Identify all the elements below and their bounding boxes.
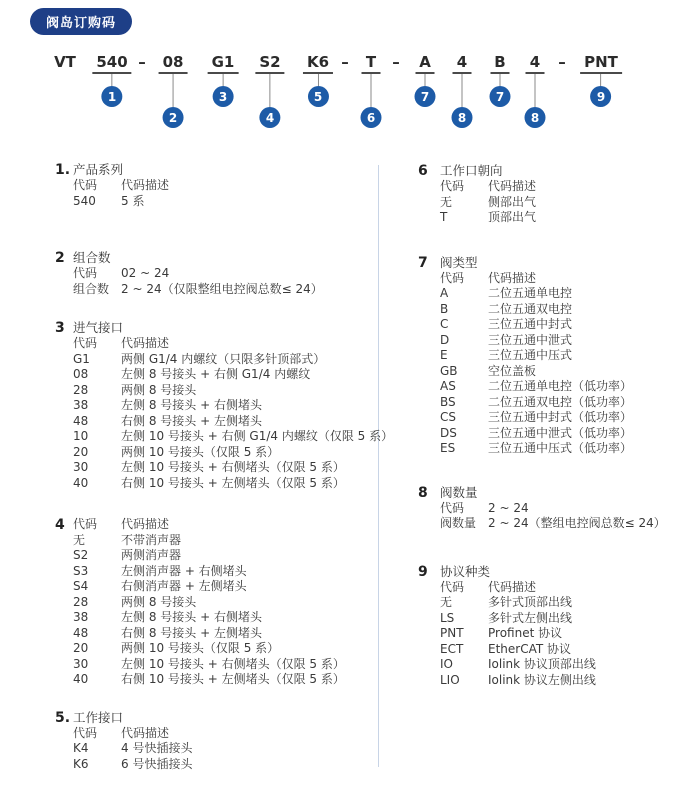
table-row: 组合数 2 ~ 24（仅限整组电控阀总数≤ 24） xyxy=(73,281,323,296)
table-row: LS 多针式左侧出线 xyxy=(440,610,573,625)
code-segment-pnt: PNT 9 xyxy=(580,52,622,107)
table-row: A 二位五通单电控 xyxy=(440,286,573,300)
section-combination-count xyxy=(55,250,375,297)
section-title: 产品系列 xyxy=(73,162,124,177)
table-row: 阀数量 2 ~ 24（整组电控阀总数≤ 24） xyxy=(440,516,666,530)
table-row: 40 右侧 10 号接头 + 左侧堵头（仅限 5 系） xyxy=(73,475,345,490)
section-number: 6 xyxy=(418,163,428,179)
section-title: 工作口朝向 xyxy=(440,163,503,178)
code-segment-b: B 7 xyxy=(490,52,511,107)
table-row: GB 空位盖板 xyxy=(440,363,537,378)
table-row: 代码 02 ~ 24 xyxy=(73,266,170,280)
table-row: 30 左侧 10 号接头 + 右侧堵头（仅限 5 系） xyxy=(73,460,345,474)
connector-line xyxy=(500,74,501,86)
section-valve-quantity xyxy=(418,485,680,532)
table-row: 38 左侧 8 号接头 + 右侧堵头 xyxy=(73,610,262,624)
code-segment-s2: S2 4 xyxy=(255,52,284,128)
table-row: CS 三位五通中封式（低功率） xyxy=(440,410,633,424)
section-valve-type xyxy=(418,255,680,457)
table-row: 08 左侧 8 号接头 + 右侧 G1/4 内螺纹 xyxy=(73,367,311,381)
code-segment-08: 08 2 xyxy=(159,52,188,128)
connector-line xyxy=(173,74,174,107)
code-separator: – xyxy=(392,53,400,71)
section-inlet-port xyxy=(55,320,394,491)
code-segment-vt: VT xyxy=(54,53,76,71)
marker-6: 6 xyxy=(361,107,382,128)
section-title: 阀类型 xyxy=(440,254,478,270)
section-title: 组合数 xyxy=(73,250,111,265)
section-number: 4 xyxy=(55,517,65,533)
connector-line xyxy=(601,74,602,86)
table-row: 代码 2 ~ 24 xyxy=(440,500,529,515)
table-rows xyxy=(73,194,375,210)
connector-line xyxy=(462,74,463,107)
marker-4: 4 xyxy=(260,107,281,128)
table-row: 540 5 系 xyxy=(73,193,145,208)
table-row: 20 两侧 10 号接头（仅限 5 系） xyxy=(73,641,280,655)
code-separator: – xyxy=(341,53,349,71)
section-title: 协议种类 xyxy=(440,563,491,579)
table-rows xyxy=(73,533,375,688)
table-row: 38 左侧 8 号接头 + 右侧堵头 xyxy=(73,398,262,412)
table-row: E 三位五通中压式 xyxy=(440,348,573,362)
ordering-code-line xyxy=(0,52,693,147)
code-segment-4a: 4 8 xyxy=(452,52,473,128)
table-row: 30 左侧 10 号接头 + 右侧堵头（仅限 5 系） xyxy=(73,656,345,671)
section-title: 进气接口 xyxy=(73,320,124,335)
page-title-badge: 阀岛订购码 xyxy=(30,8,132,35)
table-row: 无 侧部出气 xyxy=(440,194,537,209)
section-protocol-type xyxy=(418,564,680,689)
section-number: 7 xyxy=(418,254,428,271)
table-row: 无 多针式顶部出线 xyxy=(440,595,573,609)
section-number: 5. xyxy=(55,709,71,726)
section-title: 工作接口 xyxy=(73,709,124,725)
section-product-series xyxy=(55,162,375,209)
table-row: B 二位五通双电控 xyxy=(440,301,573,316)
table-row: C 三位五通中封式 xyxy=(440,317,573,331)
table-row: BS 二位五通双电控（低功率） xyxy=(440,394,633,409)
table-row: S4 右侧消声器 + 左侧堵头 xyxy=(73,579,247,593)
table-header: 代码 代码描述 xyxy=(440,179,537,193)
left-column xyxy=(55,162,394,772)
table-row: S3 左侧消声器 + 右侧堵头 xyxy=(73,563,247,578)
table-header: 代码 代码描述 xyxy=(73,517,170,531)
table-rows xyxy=(440,195,680,226)
connector-line xyxy=(371,74,372,107)
table-row: S2 两侧消声器 xyxy=(73,548,182,562)
table-row: K4 4 号快插接头 xyxy=(73,741,193,755)
connector-line xyxy=(270,74,271,107)
code-segment-4b: 4 8 xyxy=(525,52,546,128)
marker-9: 9 xyxy=(591,86,612,107)
section-working-port xyxy=(55,710,375,773)
table-row: T 顶部出气 xyxy=(440,210,537,224)
table-row: 20 两侧 10 号接头（仅限 5 系） xyxy=(73,444,280,459)
table-header: 代码 代码描述 xyxy=(73,178,170,192)
table-rows xyxy=(73,741,375,772)
connector-line xyxy=(425,74,426,86)
code-segment-a: A 7 xyxy=(415,52,436,107)
table-row: DS 三位五通中泄式（低功率） xyxy=(440,425,633,440)
table-row: 48 右侧 8 号接头 + 左侧堵头 xyxy=(73,413,262,428)
marker-8b: 8 xyxy=(525,107,546,128)
table-header: 代码 代码描述 xyxy=(73,336,170,350)
connector-line xyxy=(112,74,113,86)
section-exhaust-port xyxy=(55,517,375,688)
code-separator: – xyxy=(558,53,566,71)
section-number: 8 xyxy=(418,484,428,501)
table-header: 代码 代码描述 xyxy=(73,725,170,740)
table-row: 28 两侧 8 号接头 xyxy=(73,594,197,609)
table-header: 代码 代码描述 xyxy=(440,579,537,594)
marker-7: 7 xyxy=(415,86,436,107)
section-port-orientation xyxy=(418,163,680,226)
table-row: AS 二位五通单电控（低功率） xyxy=(440,379,633,393)
table-row: 28 两侧 8 号接头 xyxy=(73,382,197,397)
table-rows xyxy=(440,286,680,457)
marker-8: 8 xyxy=(452,107,473,128)
table-row: ECT EtherCAT 协议 xyxy=(440,641,572,656)
section-title: 阀数量 xyxy=(440,484,478,500)
code-segment-540: 540 1 xyxy=(92,52,131,107)
table-row: D 三位五通中泄式 xyxy=(440,332,573,347)
section-number: 9 xyxy=(418,563,428,580)
table-row: 10 左侧 10 号接头 + 右侧 G1/4 内螺纹（仅限 5 系） xyxy=(73,429,394,443)
table-rows xyxy=(73,352,393,492)
marker-1: 1 xyxy=(102,86,123,107)
marker-7b: 7 xyxy=(490,86,511,107)
table-row: IO Iolink 协议顶部出线 xyxy=(440,657,596,671)
code-segment-t: T 6 xyxy=(361,52,382,128)
marker-2: 2 xyxy=(163,107,184,128)
table-row: 无 不带消声器 xyxy=(73,532,182,547)
code-separator: – xyxy=(138,53,146,71)
code-segment-k6: K6 5 xyxy=(303,52,333,107)
section-number: 1. xyxy=(55,162,71,178)
table-rows xyxy=(73,266,375,297)
table-rows xyxy=(440,595,680,688)
connector-line xyxy=(223,74,224,86)
marker-3: 3 xyxy=(213,86,234,107)
right-column xyxy=(418,163,680,688)
code-segment-g1: G1 3 xyxy=(208,52,239,107)
table-rows xyxy=(440,501,680,532)
table-header: 代码 代码描述 xyxy=(440,270,537,285)
table-row: LIO Iolink 协议左侧出线 xyxy=(440,672,596,687)
table-row: PNT Profinet 协议 xyxy=(440,626,563,640)
table-row: ES 三位五通中压式（低功率） xyxy=(440,441,633,455)
table-row: G1 两侧 G1/4 内螺纹（只限多针顶部式） xyxy=(73,351,326,366)
marker-5: 5 xyxy=(308,86,329,107)
section-number: 3 xyxy=(55,320,65,336)
connector-line xyxy=(318,74,319,86)
section-number: 2 xyxy=(55,250,65,266)
table-row: K6 6 号快插接头 xyxy=(73,756,193,771)
table-row: 48 右侧 8 号接头 + 左侧堵头 xyxy=(73,625,262,640)
connector-line xyxy=(535,74,536,107)
table-row: 40 右侧 10 号接头 + 左侧堵头（仅限 5 系） xyxy=(73,672,345,686)
